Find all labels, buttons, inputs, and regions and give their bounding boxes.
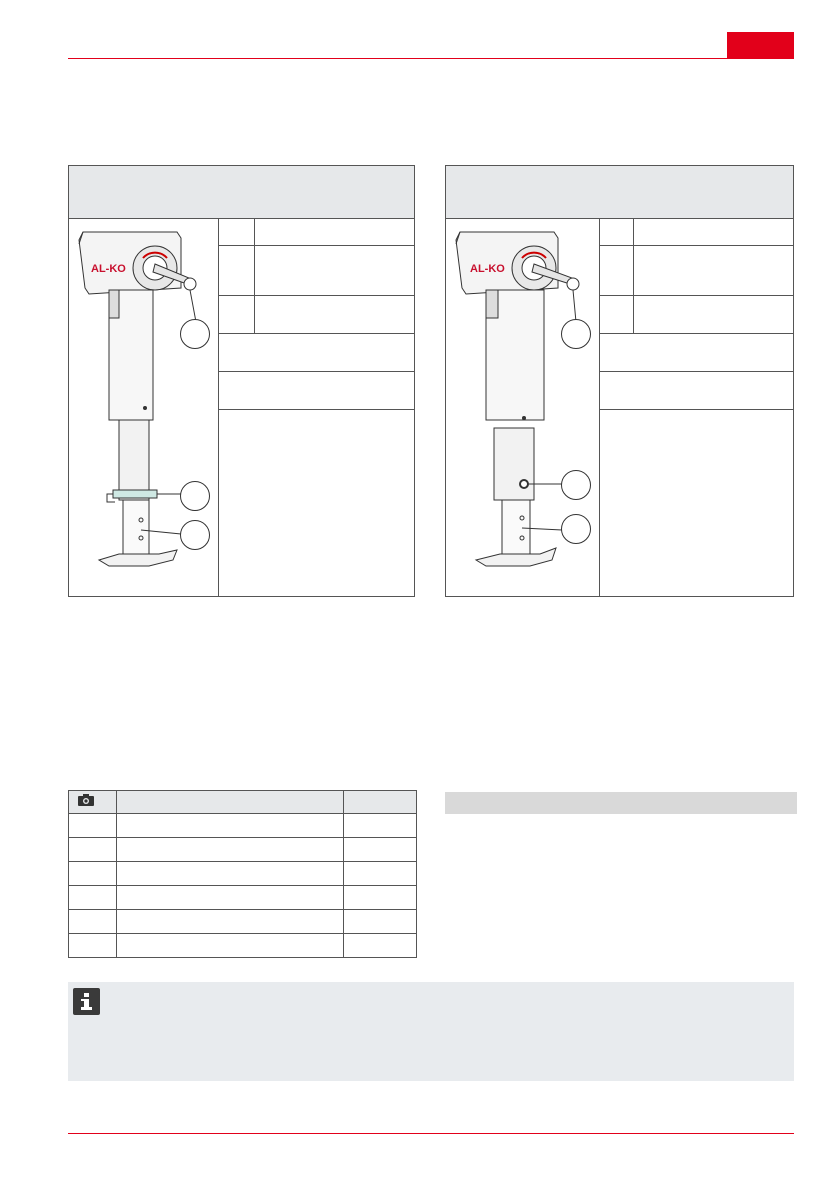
callout-1 [561,319,591,349]
callout-2 [180,481,210,511]
header-rule [68,58,794,59]
legend-row [599,246,793,296]
legend-row-wide [218,334,414,372]
section-heading-bar [445,792,797,814]
alko-logo: AL-KO [91,263,126,275]
right-panel-heading [446,166,793,219]
legend-row-wide [599,334,793,372]
info-note [68,982,794,1081]
left-legend [218,218,414,596]
legend-row-wide [218,372,414,410]
legend-key [218,218,255,245]
left-jack-panel [68,165,415,597]
footer-rule [68,1133,794,1134]
right-jack-illustration [446,218,600,596]
left-jack-illustration [69,218,219,596]
legend-key [599,296,634,333]
legend-key [218,246,255,295]
callout-1 [180,319,210,349]
callout-3 [180,520,210,550]
table-row [69,814,417,838]
alko-logo: AL-KO [470,263,505,275]
info-icon [73,988,100,1015]
legend-key [599,246,634,295]
table-row [69,910,417,934]
table-header-photo [69,791,117,814]
page-tab-marker [727,32,794,58]
legend-row [218,218,414,246]
table-header-row [69,791,417,814]
legend-key [599,218,634,245]
table-header-number [344,791,417,814]
legend-row [218,296,414,334]
table-row [69,862,417,886]
parts-table [68,790,417,958]
legend-row [599,296,793,334]
callout-2 [561,470,591,500]
table-header-description [117,791,344,814]
legend-row-wide [599,372,793,410]
left-panel-heading [69,166,414,219]
camera-icon [78,793,94,811]
legend-row [599,218,793,246]
legend-row [218,246,414,296]
table-row [69,886,417,910]
legend-key [218,296,255,333]
right-legend [599,218,793,596]
table-row [69,838,417,862]
callout-3 [561,514,591,544]
table-row [69,934,417,958]
right-jack-panel [445,165,794,597]
